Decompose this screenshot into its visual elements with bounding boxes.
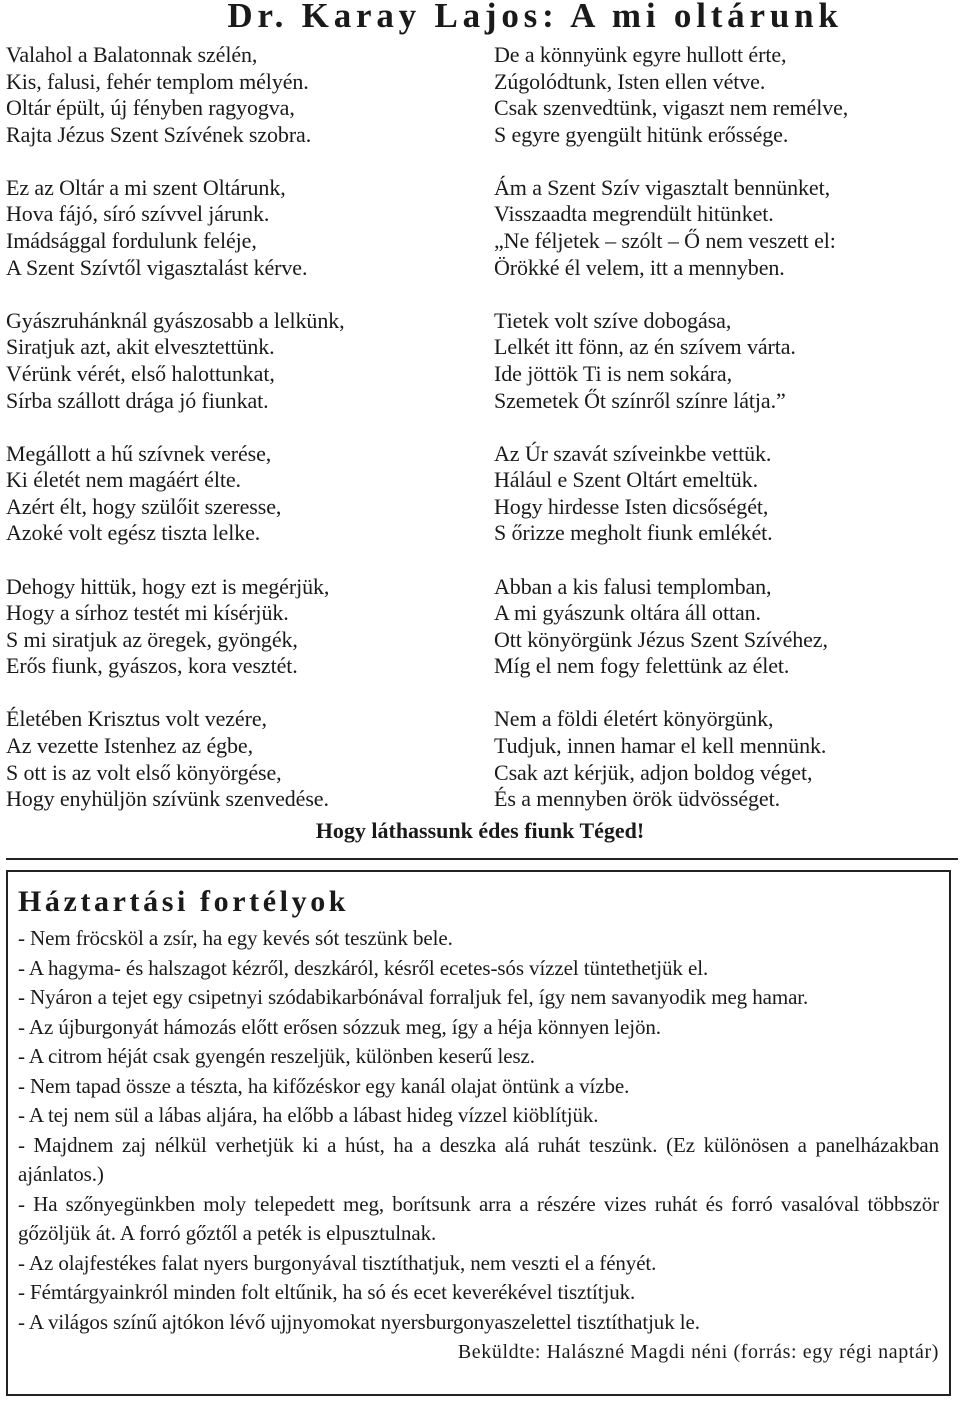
household-tips-box — [6, 870, 951, 1396]
poem-stanza — [6, 42, 476, 148]
poem-line: Gyászruhánknál gyászosabb a lelkünk, — [6, 307, 345, 333]
tip-item: - Nem fröcsköl a zsír, ha egy kevés sót teszünk bele. — [18, 926, 453, 950]
poem-line: S mi siratjuk az öregek, gyöngék, — [6, 626, 298, 652]
poem-line: Abban a kis falusi templomban, — [494, 573, 772, 599]
poem-line: Sírba szállott drága jó fiunkat. — [6, 387, 269, 413]
poem-line: Azért élt, hogy szülőit szeresse, — [6, 493, 282, 519]
poem-stanza — [6, 706, 476, 812]
poem-line: Rajta Jézus Szent Szívének szobra. — [6, 121, 312, 147]
poem-line: Hogy a sírhoz testét mi kísérjük. — [6, 600, 289, 626]
poem-line: S ott is az volt első könyörgése, — [6, 759, 282, 785]
poem-line: Örökké él velem, itt a mennyben. — [494, 254, 785, 280]
poem-line: Nem a földi életért könyörgünk, — [494, 706, 774, 732]
poem-line: S őrizze megholt fiunk emlékét. — [494, 520, 773, 546]
poem-line: Vérünk vérét, első halottunkat, — [6, 360, 275, 386]
poem-line: Ám a Szent Szív vigasztalt bennünket, — [494, 174, 831, 200]
poem-line: S egyre gyengült hitünk erőssége. — [494, 121, 789, 147]
section-divider — [6, 858, 958, 860]
poem-line: Erős fiunk, gyászos, kora vesztét. — [6, 653, 298, 679]
poem-line: Csak szenvedtünk, vigaszt nem remélve, — [494, 95, 849, 121]
poem-line: A mi gyászunk oltára áll ottan. — [494, 600, 761, 626]
tips-list — [18, 924, 939, 1337]
tips-credit: Beküldte: Halászné Magdi néni (forrás: egy régi naptár) — [457, 1341, 939, 1363]
poem-line: Zúgolódtunk, Isten ellen vétve. — [494, 68, 766, 94]
poem-line: Hogy enyhüljön szívünk szenvedése. — [6, 786, 329, 812]
poem-line: Visszaadta megrendült hitünket. — [494, 201, 774, 227]
tip-item: - Nyáron a tejet egy csipetnyi szódabikarbónával forraljuk fel, így nem savanyodik meg hamar. — [18, 985, 809, 1009]
tip-item: - Az újburgonyát hámozás előtt erősen sózzuk meg, így a héja könnyen lejön. — [18, 1014, 661, 1039]
poem-stanza — [494, 308, 960, 414]
poem-line: A Szent Szívtől vigasztalást kérve. — [6, 254, 308, 280]
tip-item: - A világos színű ajtókon lévő ujjnyomokat nyersburgonyaszelettel tisztíthatjuk le. — [18, 1309, 700, 1334]
poem-stanza — [6, 308, 476, 414]
poem-line: Életében Krisztus volt vezére, — [6, 706, 267, 732]
poem-line: Míg el nem fogy felettünk az élet. — [494, 653, 790, 679]
poem-line: „Ne féljetek – szólt – Ő nem veszett el: — [494, 228, 836, 254]
poem-right-column — [494, 42, 960, 839]
poem-line: Tietek volt szíve dobogása, — [494, 307, 732, 333]
poem-stanza — [6, 441, 476, 547]
poem-line: Ide jöttök Ti is nem sokára, — [494, 360, 732, 386]
poem-line: Dehogy hittük, hogy ezt is megérjük, — [6, 573, 330, 599]
tip-item: - Majdnem zaj nélkül verhetjük ki a húst, ha a deszka alá ruhát teszünk. (Ez különösen a panelházakban ajánlatos.) — [18, 1132, 939, 1186]
poem-line: Imádsággal fordulunk feléje, — [6, 228, 257, 254]
poem-line: Csak azt kérjük, adjon boldog véget, — [494, 759, 813, 785]
poem-line: Hogy hirdesse Isten dicsőségét, — [494, 493, 769, 519]
closing-line-text: Hogy láthassunk édes fiunk Téged! — [315, 818, 645, 843]
tip-item: - Fémtárgyainkról minden folt eltűnik, ha só és ecet keverékével tisztítjuk. — [18, 1280, 636, 1304]
poem-line: És a mennyben örök üdvösséget. — [494, 786, 780, 812]
tip-item: - Az olajfestékes falat nyers burgonyával tisztíthatjuk, nem veszti el a fényét. — [18, 1250, 657, 1275]
poem-line: Oltár épült, új fényben ragyogva, — [6, 95, 295, 121]
poem-line: Megállott a hű szívnek verése, — [6, 440, 272, 466]
tip-item: - A citrom héját csak gyengén reszeljük, különben keserű lesz. — [18, 1044, 535, 1068]
poem-line: De a könnyünk egyre hullott érte, — [494, 42, 787, 67]
poem-line: Ott könyörgünk Jézus Szent Szívéhez, — [494, 626, 828, 652]
poem-stanza — [494, 441, 960, 547]
poem-left-column — [6, 42, 476, 839]
poem-closing-line — [0, 818, 960, 844]
poem-stanza — [494, 175, 960, 281]
tips-title: Háztartási fortélyok — [18, 885, 350, 918]
poem-line: Szemetek Őt színről színre látja.” — [494, 387, 786, 413]
poem-line: Tudjuk, innen hamar el kell mennünk. — [494, 732, 827, 758]
poem-line: Hova fájó, síró szívvel járunk. — [6, 201, 270, 227]
poem-line: Kis, falusi, fehér templom mélyén. — [6, 68, 309, 94]
poem-line: Az Úr szavát szíveinkbe vettük. — [494, 440, 772, 466]
poem-line: Ez az Oltár a mi szent Oltárunk, — [6, 174, 286, 200]
poem-stanza — [494, 42, 960, 148]
poem-stanza — [494, 706, 960, 812]
poem-line: Lelkét itt fönn, az én szívem várta. — [494, 334, 796, 360]
poem-stanza — [6, 574, 476, 680]
tip-item: - Ha szőnyegünkben moly telepedett meg, borítsunk arra a részére vizes ruhát és forró vasalóval többször gőzöljük át. A forró gőztől a peték is elpusztulnak. — [18, 1191, 939, 1245]
poem-line: Az vezette Istenhez az égbe, — [6, 732, 253, 758]
poem-line: Ki életét nem magáért élte. — [6, 467, 241, 493]
tip-item: - A hagyma- és halszagot kézről, deszkáról, késről ecetes-sós vízzel tüntethetjük el. — [18, 955, 709, 980]
poem-line: Hálául e Szent Oltárt emeltük. — [494, 467, 758, 493]
tip-item: - A tej nem sül a lábas aljára, ha előbb a lábast hideg vízzel kiöblítjük. — [18, 1103, 599, 1127]
poem-line: Azoké volt egész tiszta lelke. — [6, 520, 261, 546]
poem-stanza — [494, 574, 960, 680]
poem-stanza — [6, 175, 476, 281]
poem-title: Dr. Karay Lajos: A mi oltárunk — [227, 0, 843, 35]
poem-line: Siratjuk azt, akit elvesztettünk. — [6, 334, 275, 360]
poem-line: Valahol a Balatonnak szélén, — [6, 42, 258, 67]
tip-item: - Nem tapad össze a tészta, ha kifőzéskor egy kanál olajat öntünk a vízbe. — [18, 1073, 630, 1098]
